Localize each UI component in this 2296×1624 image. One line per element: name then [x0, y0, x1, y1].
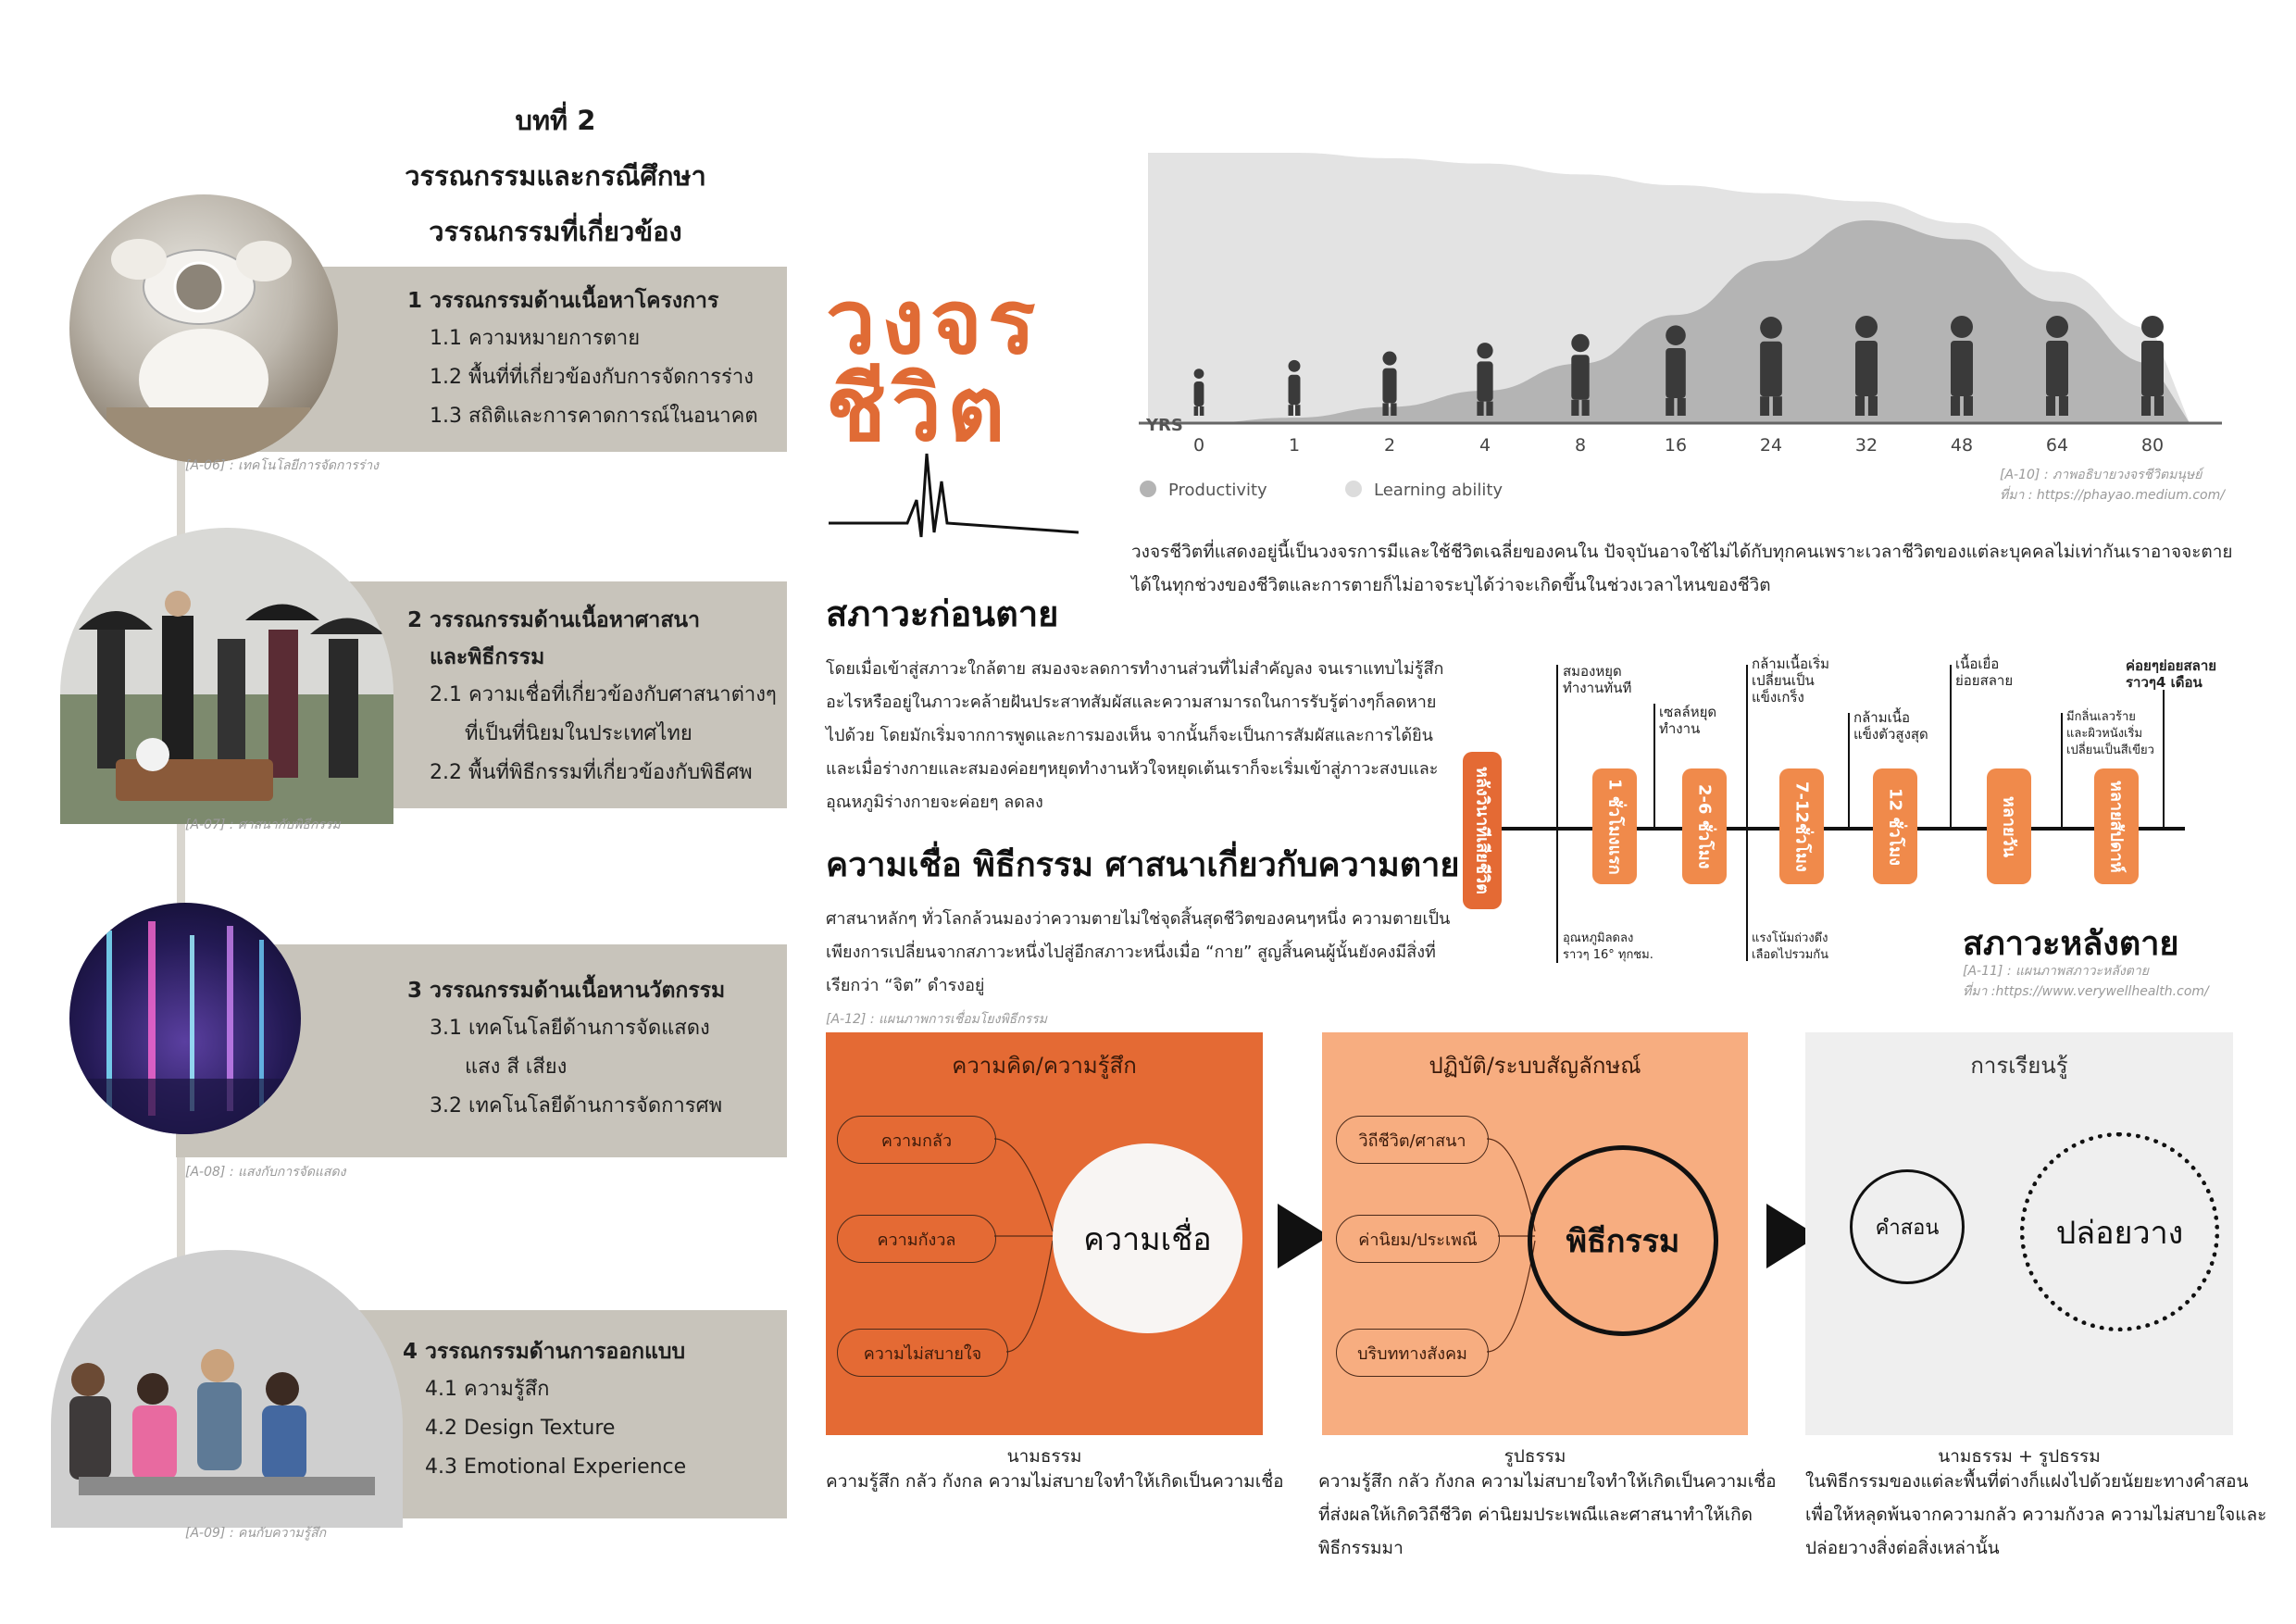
- legend-learning: Learning ability: [1374, 481, 1504, 500]
- after-death-heading: สภาวะหลังตาย: [1963, 925, 2179, 963]
- caption-a09: [A-09] : คนกับความรู้สึก: [185, 1526, 327, 1541]
- lit-title-2b: และพิธีกรรม: [430, 645, 545, 669]
- timeline-tick: [1848, 713, 1850, 829]
- panel-practice-desc: ความรู้สึก กลัว กังกล ความไม่สบายใจทำให้เกิดเป็นความเชื่อ ที่ส่งผลให้เกิดวิถีชีวิต ค่านิยมประเพณีและศาสนาทำให้เกิด พิธีกรรมมา: [1318, 1471, 1777, 1558]
- timeline-note: ค่อยๆย่อยสลาย ราวๆ4 เดือน: [2126, 657, 2217, 691]
- lit-item: 4.2 Design Texture: [425, 1417, 616, 1440]
- text-line: อะไรหรืออยู่ในภาวะคล้ายฝันประสาทสัมผัสและความสามารถในการรับรู้ต่างๆก็ลดหาย: [826, 693, 1437, 712]
- panel-learning-label: นามธรรม + รูปธรรม: [1938, 1446, 2101, 1467]
- lit-item: แสง สี เสียง: [465, 1056, 568, 1079]
- stage-pill: 7-12ชั่วโมง: [1779, 768, 1824, 884]
- life-paragraph: [1131, 535, 2279, 602]
- legend-dot-productivity: [1140, 481, 1156, 497]
- funeral-photo: [60, 528, 393, 824]
- stage-pill: หลายสัปดาห์: [2094, 768, 2139, 884]
- panel-thought-title: ความคิด/ความรู้สึก: [952, 1053, 1137, 1079]
- timeline-note: เซลล์หยุด ทำงาน: [1659, 704, 1717, 737]
- panel-learning: [1805, 1032, 2233, 1435]
- caption-a11: [A-11] : แผนภาพสภาวะหลังตาย: [1963, 964, 2149, 979]
- text-line: เพียงการเปลี่ยนจากสภาวะหนึ่งไปสู่อีกสภาวะหนึ่งเมื่อ “กาย” สูญสิ้นคนผู้นั้นยังคงมีสิ่งที่: [826, 943, 1436, 962]
- before-death-heading: สภาวะก่อนตาย: [826, 593, 1059, 634]
- caption-a06: [A-06] : เทคโนโลยีการจัดการร่าง: [185, 458, 379, 473]
- lit-item: 3.2 เทคโนโลยีด้านการจัดการศพ: [430, 1094, 723, 1118]
- panel-thought-desc: ความรู้สึก กลัว กังกล ความไม่สบายใจทำให้เกิดเป็นความเชื่อ: [826, 1471, 1284, 1492]
- age-tick-label: 16: [1664, 435, 1688, 456]
- circle-letting-go: ปล่อยวาง: [2020, 1132, 2219, 1331]
- life-para-line: ได้ในทุกช่วงของชีวิตและการตายก็ไม่อาจระบุได้ว่าจะเกิดขึ้นในช่วงเวลาไหนของชีวิต: [1131, 575, 1771, 595]
- timeline-tick: [1950, 665, 1952, 829]
- timeline-note: กล้ามเนื้อเริ่ม เปลี่ยนเป็น แข็งเกร็ง: [1752, 656, 1830, 706]
- age-tick-label: 2: [1383, 435, 1396, 456]
- lit-item: 4.3 Emotional Experience: [425, 1455, 687, 1479]
- caption-a12: [A-12] : แผนภาพการเชื่อมโยงพิธีกรรม: [826, 1012, 1047, 1027]
- timeline-tick: [2061, 713, 2063, 829]
- age-tick-label: 1: [1288, 435, 1301, 456]
- chapter-subtitle: วรรณกรรมที่เกี่ยวข้อง: [429, 216, 682, 247]
- life-title-2: ชีวิต: [826, 357, 1011, 461]
- text-line: และเมื่อร่างกายและสมองค่อยๆหยุดทำงานหัวใจหยุดเต้นเราก็จะเริ่มเข้าสู่ภาวะสงบและ: [826, 759, 1439, 779]
- circle-teaching: คำสอน: [1850, 1169, 1965, 1284]
- timeline-note: กล้ามเนื้อ แข็งตัวสูงสุด: [1853, 709, 1928, 743]
- belief-heading: ความเชื่อ พิธีกรรม ศาสนาเกี่ยวกับความตาย: [826, 846, 1460, 884]
- age-tick-label: 64: [2045, 435, 2069, 456]
- lit-block-1: [407, 282, 787, 436]
- age-tick-label: 8: [1574, 435, 1587, 456]
- oval-anxiety: ความกังวล: [837, 1215, 996, 1263]
- text-line: อุณหภูมิร่างกายจะค่อยๆ ลดลง: [826, 793, 1043, 812]
- people-photo: [51, 1250, 403, 1528]
- caption-a07: [A-07] : ศาสนากับพิธีกรรม: [185, 818, 341, 832]
- panel-thought-label: นามธรรม: [1006, 1446, 1082, 1467]
- age-tick-label: 80: [2140, 435, 2165, 456]
- life-para-line: วงจรชีวิตที่แสดงอยู่นี้เป็นวงจรการมีและใช้ชีวิตเฉลี่ยของคนใน ปัจจุบันอาจใช้ไม่ได้กับทุกคนเพราะเวลาชีวิตของแต่ละบุคคลไม่เท่ากันเราอาจจะตาย: [1131, 542, 2233, 562]
- lit-title-4: 4 วรรณกรรมด้านการออกแบบ: [403, 1340, 686, 1364]
- before-death-text: [826, 653, 1474, 819]
- circle-ritual: พิธีกรรม: [1528, 1145, 1718, 1336]
- chapter-title: วรรณกรรมและกรณีศึกษา: [405, 160, 706, 192]
- lit-item: 2.1 ความเชื่อที่เกี่ยวข้องกับศาสนาต่างๆ: [430, 683, 777, 706]
- yrs-label: YRS: [1146, 416, 1183, 435]
- timeline-tick: [2163, 690, 2165, 829]
- lit-item: 3.1 เทคโนโลยีด้านการจัดแสดง: [430, 1017, 710, 1040]
- life-title-1: วงจร: [826, 270, 1042, 374]
- stage-pill: หลังวินาทีเสียชีวิต: [1463, 752, 1502, 909]
- timeline-tick: [1653, 704, 1655, 829]
- chapter-number: บทที่ 2: [515, 105, 596, 136]
- legend-productivity: Productivity: [1168, 481, 1267, 500]
- lit-block-2: [407, 602, 787, 793]
- stage-pill: 12 ชั่วโมง: [1873, 768, 1917, 884]
- text-line: เรียกว่า “จิต” ดำรงอยู่: [826, 976, 985, 995]
- panel-practice: [1322, 1032, 1748, 1435]
- text-line: โดยเมื่อเข้าสู่สภาวะใกล้ตาย สมองจะลดการทำงานส่วนที่ไม่สำคัญลง จนเราแทบไม่รู้สึก: [826, 659, 1444, 679]
- timeline-note-bottom: แรงโน้มถ่วงดึง เลือดไปรวมกัน: [1752, 931, 1829, 962]
- stage-pill: 2-6 ชั่วโมง: [1682, 768, 1727, 884]
- timeline-note: มีกลิ่นเลวร้าย และผิวหนังเริ่ม เปลี่ยนเป็นสีเขียว: [2066, 710, 2154, 757]
- oval-fear: ความกลัว: [837, 1116, 996, 1164]
- oval-lifestyle: วิถีชีวิต/ศาสนา: [1336, 1116, 1489, 1164]
- lit-title-3: 3 วรรณกรรมด้านเนื้อหานวัตกรรม: [407, 979, 726, 1003]
- caption-a10-source: ที่มา : https://phayao.medium.com/: [2000, 488, 2225, 503]
- age-tick-label: 24: [1759, 435, 1783, 456]
- timeline-note: เนื้อเยื่อ ย่อยสลาย: [1955, 656, 2014, 689]
- oval-tradition: ค่านิยม/ประเพณี: [1336, 1215, 1500, 1263]
- text-line: ศาสนาหลักๆ ทั่วโลกล้วนมองว่าความตายไม่ใช่จุดสิ้นสุดชีวิตของคนๆหนึ่ง ความตายเป็น: [826, 909, 1451, 929]
- belief-text: [826, 903, 1474, 1003]
- light-show-photo: [69, 903, 301, 1134]
- age-tick-label: 4: [1479, 435, 1491, 456]
- panel-practice-title: ปฏิบัติ/ระบบสัญลักษณ์: [1429, 1053, 1641, 1079]
- lit-block-3: [407, 972, 787, 1126]
- panel-learning-desc: ในพิธีกรรมของแต่ละพื้นที่ต่างก็แฝงไปด้วยนัยยะทางคำสอน เพื่อให้หลุดพ้นจากความกลัว ความกังวล ความไม่สบายใจและ ปล่อยวางสิ่งต่อสิ่งเหล่านั้น: [1805, 1471, 2267, 1558]
- lit-item: 1.2 พื้นที่ที่เกี่ยวข้องกับการจัดการร่าง: [430, 366, 754, 389]
- lit-item: ที่เป็นที่นิยมในประเทศไทย: [465, 722, 693, 745]
- timeline-tick: [1746, 665, 1748, 961]
- lit-item: 4.1 ความรู้สึก: [425, 1378, 550, 1401]
- oval-social: บริบททางสังคม: [1336, 1329, 1489, 1377]
- lit-block-4: [403, 1333, 782, 1487]
- cremation-photo: [69, 194, 338, 463]
- legend-dot-learning: [1345, 481, 1362, 497]
- text-line: ไปด้วย โดยมักเริ่มจากการพูดและการมองเห็น จากนั้นก็จะเป็นการสัมผัสและการได้ยิน: [826, 726, 1433, 745]
- heartbeat-line: [829, 444, 1079, 556]
- oval-discomfort: ความไม่สบายใจ: [837, 1329, 1008, 1377]
- lit-title-1: 1 วรรณกรรมด้านเนื้อหาโครงการ: [407, 289, 719, 313]
- lit-item: 1.3 สถิติและการคาดการณ์ในอนาคต: [430, 405, 758, 428]
- timeline-tick: [1556, 665, 1558, 963]
- circle-belief: ความเชื่อ: [1053, 1143, 1242, 1333]
- timeline-note-bottom: อุณหภูมิลดลง ราวๆ 16° ทุกชม.: [1563, 931, 1653, 962]
- timeline-axis: [1472, 827, 2185, 831]
- lit-item: 1.1 ความหมายการตาย: [430, 327, 641, 350]
- age-tick-label: 48: [1950, 435, 1974, 456]
- panel-practice-label: รูปธรรม: [1504, 1446, 1566, 1467]
- panel-thought: [826, 1032, 1263, 1435]
- panel-learning-title: การเรียนรู้: [1970, 1053, 2068, 1079]
- stage-pill: 1 ชั่วโมงแรก: [1592, 768, 1637, 884]
- stage-pill: หลายวัน: [1987, 768, 2031, 884]
- life-cycle-chart: [1120, 125, 2250, 514]
- timeline-note: สมองหยุด ทำงานทันที: [1563, 663, 1632, 696]
- caption-a08: [A-08] : แสงกับการจัดแสดง: [185, 1165, 346, 1180]
- lit-title-2: 2 วรรณกรรมด้านเนื้อหาศาสนา: [407, 608, 701, 632]
- caption-a10: [A-10] : ภาพอธิบายวงจรชีวิตมนุษย์: [2000, 468, 2202, 482]
- lit-item: 2.2 พื้นที่พิธีกรรมที่เกี่ยวข้องกับพิธีศพ: [430, 761, 753, 784]
- caption-a11-source: ที่มา :https://www.verywellhealth.com/: [1963, 984, 2209, 999]
- age-tick-label: 0: [1192, 435, 1205, 456]
- age-tick-label: 32: [1854, 435, 1878, 456]
